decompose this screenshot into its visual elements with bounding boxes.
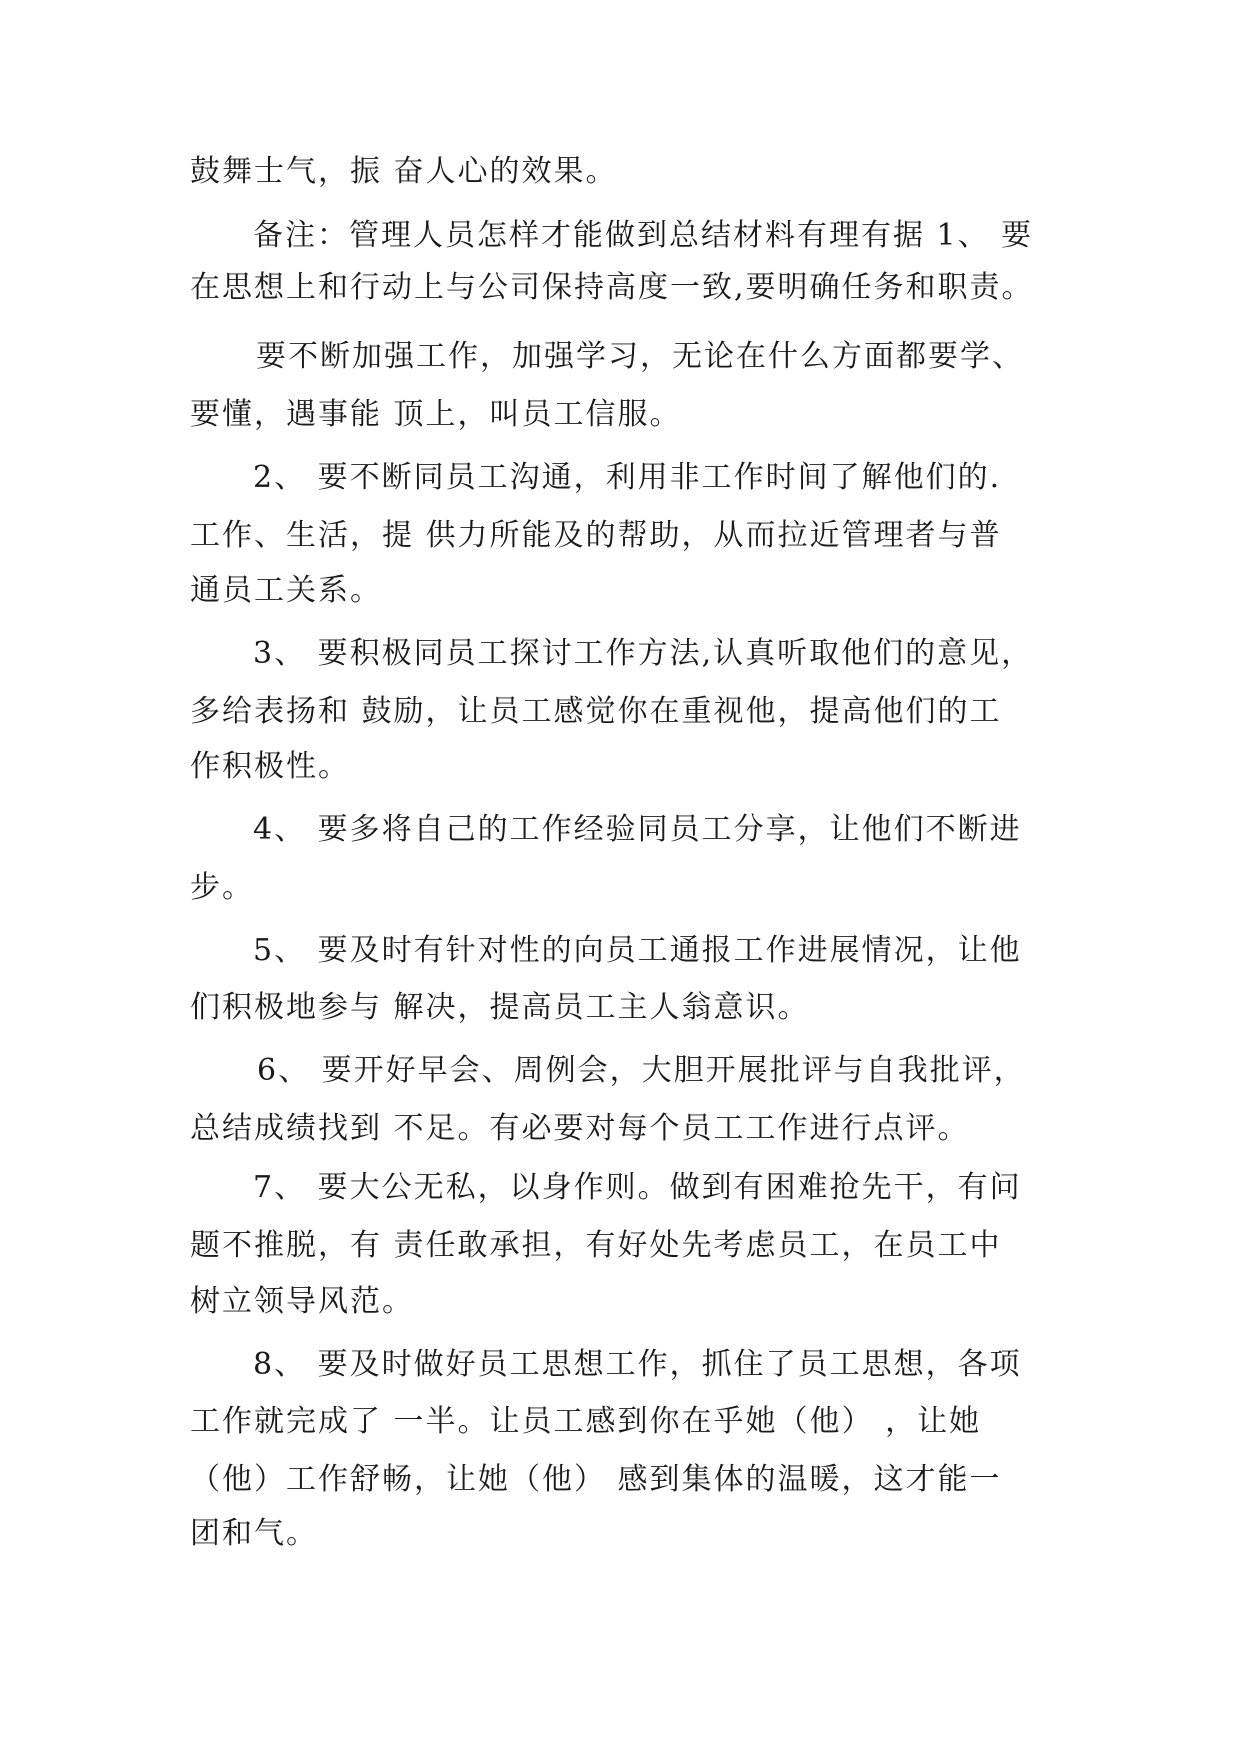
text-line: 题不推脱，有 责任敢承担，有好处先考虑员工，在员工中	[190, 1228, 1002, 1263]
text-line: 多给表扬和 鼓励，让员工感觉你在重视他，提高他们的工	[190, 694, 1002, 729]
text-line: 们积极地参与 解决，提高员工主人翁意识。	[190, 990, 810, 1025]
text-line: 通员工关系。	[190, 573, 382, 608]
text-line: 备注：管理人员怎样才能做到总结材料有理有据 1、 要	[253, 218, 1034, 253]
text-line: （他）工作舒畅，让她（他） 感到集体的温暖，这才能一	[190, 1462, 1002, 1497]
text-line: 总结成绩找到 不足。有必要对每个员工工作进行点评。	[190, 1111, 970, 1146]
text-line: 4、 要多将自己的工作经验同员工分享，让他们不断进	[253, 812, 1022, 847]
text-line: 要不断加强工作，加强学习，无论在什么方面都要学、	[256, 339, 1024, 374]
text-line: 6、 要开好早会、周例会，大胆开展批评与自我批评，	[257, 1053, 1026, 1088]
text-line: 步。	[190, 870, 254, 905]
text-line: 鼓舞士气，振 奋人心的效果。	[190, 154, 618, 189]
text-line: 3、 要积极同员工探讨工作方法,认真听取他们的意见，	[253, 636, 1034, 671]
text-line: 要懂，遇事能 顶上，叫员工信服。	[190, 397, 682, 432]
text-line: 工作、生活，提 供力所能及的帮助，从而拉近管理者与普	[190, 518, 1002, 553]
text-line: 树立领导风范。	[190, 1284, 414, 1319]
text-line: 在思想上和行动上与公司保持高度一致,要明确任务和职责。	[190, 270, 1034, 305]
text-line: 作积极性。	[190, 749, 350, 784]
text-line: 5、 要及时有针对性的向员工通报工作进展情况，让他	[253, 933, 1022, 968]
text-line: 团和气。	[190, 1516, 318, 1551]
text-line: 2、 要不断同员工沟通，利用非工作时间了解他们的.	[253, 460, 1002, 495]
text-line: 8、 要及时做好员工思想工作，抓住了员工思想，各项	[253, 1347, 1022, 1382]
text-line: 7、 要大公无私，以身作则。做到有困难抢先干，有问	[253, 1170, 1022, 1205]
text-line: 工作就完成了 一半。让员工感到你在乎她（他） ，让她	[190, 1404, 982, 1439]
